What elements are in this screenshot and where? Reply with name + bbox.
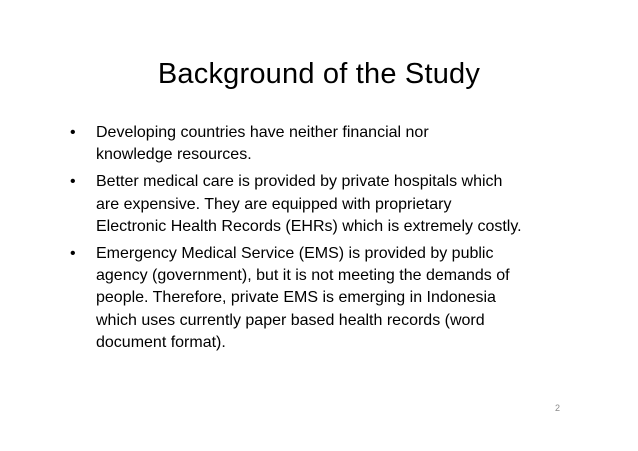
bullet-icon: •: [70, 245, 76, 263]
bullet-line: agency (government), but it is not meeting the demands of: [96, 267, 510, 285]
bullet-icon: •: [70, 124, 76, 141]
bullet-line: knowledge resources.: [96, 146, 252, 164]
bullet-line: document format).: [96, 333, 226, 351]
bullet-line: people. Therefore, private EMS is emerging in Indonesia: [96, 289, 496, 307]
page-number: 2: [554, 403, 560, 413]
bullet-item: [70, 171, 590, 238]
slide-title: Background of the Study: [157, 58, 481, 90]
bullet-item: [70, 122, 590, 166]
bullet-icon: •: [70, 173, 76, 191]
bullet-line: Developing countries have neither financial nor: [96, 124, 429, 141]
bullet-list: [70, 122, 590, 359]
bullet-line: are expensive. They are equipped with proprietary: [96, 195, 452, 213]
bullet-line: which uses currently paper based health records (word: [96, 311, 485, 329]
bullet-line: Emergency Medical Service (EMS) is provided by public: [96, 245, 494, 263]
bullet-line: Electronic Health Records (EHRs) which is extremely costly.: [96, 217, 522, 235]
bullet-line: Better medical care is provided by private hospitals which: [96, 173, 503, 191]
bullet-item: [70, 243, 590, 354]
